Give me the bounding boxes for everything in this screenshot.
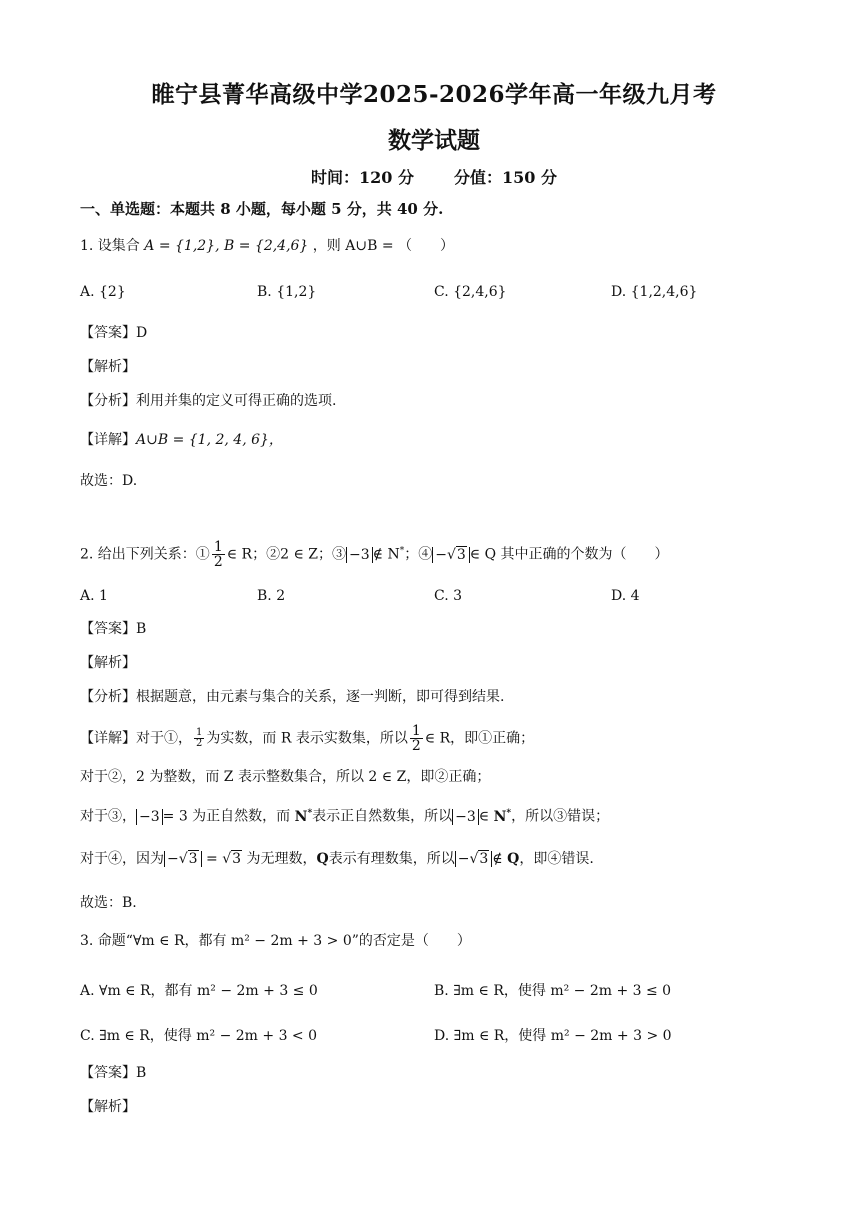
- q2-option-c: C. 3: [434, 588, 463, 604]
- exam-score: 分值：150 分: [454, 168, 557, 187]
- q1-detail: [80, 432, 283, 449]
- fraction-one-half: $\frac{1}{2}$: [213, 539, 223, 570]
- q2-detail-2: 对于②，2 为整数，而 Z 表示整数集合，所以 2 ∈ Z，即②正确；: [80, 769, 491, 785]
- q1-answer-value: D: [136, 325, 148, 341]
- q1-analysis-label: 【解析】: [80, 359, 136, 375]
- q1-stem: [80, 238, 454, 255]
- q1-answer: [80, 325, 147, 342]
- q3-option-b: B. ∃m ∈ R，使得 m² − 2m + 3 ≤ 0: [434, 983, 672, 999]
- q2-option-b: B. 2: [257, 588, 286, 604]
- detail-label: 【详解】: [80, 432, 136, 448]
- q1-tail: ，则 A∪B = （ ）: [312, 238, 455, 254]
- q1-num: 1. 设集合: [80, 238, 140, 254]
- q2-detail-1: 【详解】对于①， $\frac{1}{2}$ 为实数，而 R 表示实数集，所以 $\frac{1}{2}$ ∈ R，即①正确；: [80, 723, 535, 754]
- q2-fenxi-text: 根据题意，由元素与集合的关系，逐一判断，即可得到结果.: [136, 689, 505, 705]
- q3-option-a: A. ∀m ∈ R，都有 m² − 2m + 3 ≤ 0: [80, 983, 318, 999]
- q1-fenxi: [80, 393, 336, 410]
- q1-sets: A = {1,2}, B = {2,4,6}: [144, 238, 309, 254]
- q1-fenxi-text: 利用并集的定义可得正确的选项.: [136, 393, 337, 409]
- fenxi-label: 【分析】: [80, 393, 136, 409]
- q2-detail-3: 对于③， −3 = 3 为正自然数，而 N*表示正自然数集，所以 −3 ∈ N*，所以③错误；: [80, 808, 610, 825]
- q3-answer-value: B: [136, 1065, 147, 1081]
- answer-label: 【答案】: [80, 325, 136, 341]
- exam-title: 睢宁县菁华高级中学2025-2026学年高一年级九月考: [151, 81, 717, 108]
- q2-option-d: D. 4: [611, 588, 640, 604]
- q1-option-d: D. {1,2,4,6}: [611, 284, 698, 300]
- q2-tail: 其中正确的个数为（ ）: [500, 546, 669, 563]
- q2-answer: 【答案】B: [80, 621, 147, 637]
- q3-answer: 【答案】B: [80, 1065, 147, 1081]
- q2-analysis-label: 【解析】: [80, 655, 136, 671]
- q2-answer-value: B: [136, 621, 147, 637]
- q1-detail-text: A∪B = {1, 2, 4, 6}，: [136, 432, 283, 448]
- q2-stem: 2. 给出下列关系：① $\frac{1}{2}$ ∈ R；②2 ∈ Z；③ −3 ∉ N*；④ −√3 ∈ Q 其中正确的个数为（ ）: [80, 539, 669, 570]
- q3-stem: 3. 命题“∀m ∈ R，都有 m² − 2m + 3 > 0”的否定是（ ）: [80, 933, 471, 949]
- q2-fenxi: 【分析】根据题意，由元素与集合的关系，逐一判断，即可得到结果.: [80, 689, 505, 705]
- q2-detail-4: 对于④，因为 −√3 = √3 为无理数，Q表示有理数集，所以 −√3 ∉ Q，即④错误.: [80, 851, 594, 867]
- q3-analysis-label: 【解析】: [80, 1099, 136, 1115]
- q2-num: 2. 给出下列关系：①: [80, 546, 210, 563]
- section-heading: 一、单选题：本题共 8 小题，每小题 5 分，共 40 分.: [80, 200, 444, 218]
- q1-option-c: C. {2,4,6}: [434, 284, 507, 300]
- exam-subtitle: 数学试题: [388, 127, 480, 154]
- q3-option-d: D. ∃m ∈ R，使得 m² − 2m + 3 > 0: [434, 1028, 672, 1044]
- q3-option-c: C. ∃m ∈ R，使得 m² − 2m + 3 < 0: [80, 1028, 318, 1044]
- q2-choose: 故选：B.: [80, 895, 137, 911]
- exam-meta: [0, 165, 868, 188]
- exam-time: 时间：120 分: [311, 168, 414, 187]
- q1-option-b: B. {1,2}: [257, 284, 317, 300]
- q1-choose: 故选：D.: [80, 473, 138, 489]
- q1-option-a: A. {2}: [80, 284, 126, 300]
- q2-option-a: A. 1: [80, 588, 108, 604]
